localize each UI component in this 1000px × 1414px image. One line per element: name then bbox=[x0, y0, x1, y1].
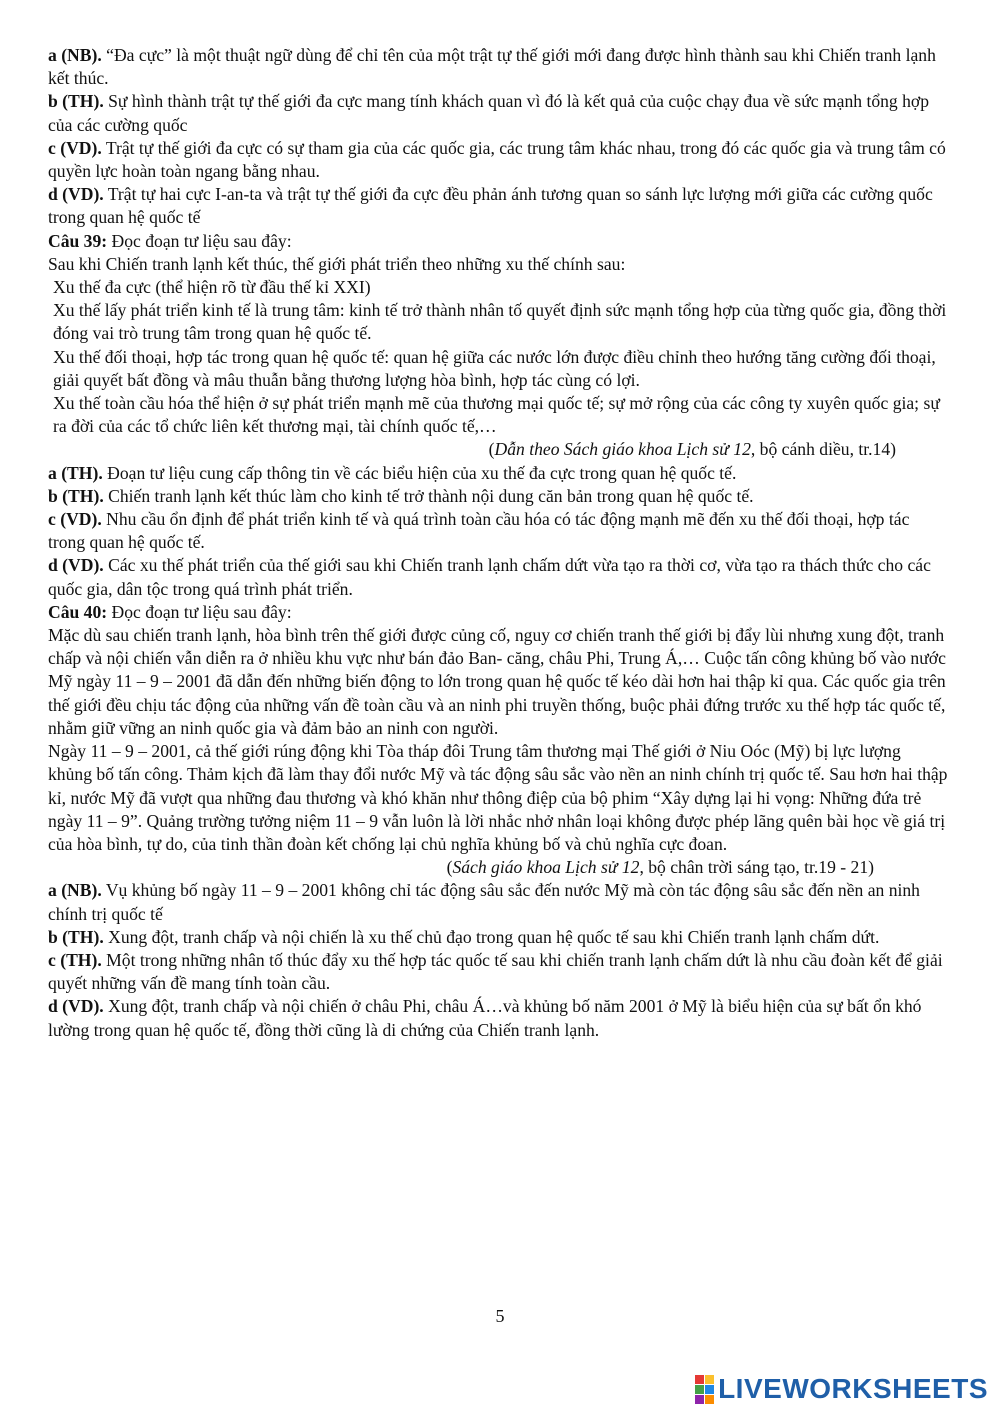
q39-option-a bbox=[48, 462, 948, 485]
q39-trend: Xu thế toàn cầu hóa thể hiện ở sự phát triển mạnh mẽ của thương mại quốc tế; sự mở rộng của các công ty xuyên quốc gia; sự ra đời của các tổ chức liên kết thương mại, tài chính quốc tế,… bbox=[53, 393, 940, 437]
logo-square bbox=[705, 1385, 714, 1394]
option-text: “Đa cực” là một thuật ngữ dùng để chỉ tên của một trật tự thế giới mới đang được hình thành sau khi Chiến tranh lạnh kết thúc. bbox=[48, 45, 936, 89]
option-text: Vụ khủng bố ngày 11 – 9 – 2001 không chỉ tác động sâu sắc đến nước Mỹ mà còn tác động sâu sắc đến nền an ninh chính trị quốc tế bbox=[48, 880, 920, 924]
document-body bbox=[48, 44, 948, 1042]
q39-intro: Sau khi Chiến tranh lạnh kết thúc, thế giới phát triển theo những xu thế chính sau: bbox=[48, 253, 626, 274]
q39-option-d bbox=[48, 554, 948, 600]
option-text: Trật tự hai cực I-an-ta và trật tự thế giới đa cực đều phản ánh tương quan so sánh lực lượng mới giữa các cường quốc trong quan hệ quốc tế bbox=[48, 184, 933, 228]
logo-square bbox=[705, 1395, 714, 1404]
page-number: 5 bbox=[495, 1306, 505, 1326]
option-text: Nhu cầu ổn định để phát triển kinh tế và quá trình toàn cầu hóa có tác động mạnh mẽ đến xu thế đối thoại, hợp tác trong quan hệ quốc tế. bbox=[48, 509, 910, 553]
option-label: c (VD). bbox=[48, 509, 102, 530]
logo-square bbox=[695, 1385, 704, 1394]
option-label: c (VD). bbox=[48, 137, 102, 158]
q39-option-b bbox=[48, 485, 948, 508]
logo-square bbox=[695, 1395, 704, 1404]
logo-square bbox=[695, 1375, 704, 1384]
q39-trend: Xu thế lấy phát triển kinh tế là trung tâm: kinh tế trở thành nhân tố quyết định sức mạnh tổng hợp của từng quốc gia, đồng thời đóng vai trò trung tâm trong quan hệ quốc tế. bbox=[53, 300, 947, 344]
option-text: Đoạn tư liệu cung cấp thông tin về các biểu hiện của xu thế đa cực trong quan hệ quốc tế. bbox=[102, 462, 737, 483]
q39-heading bbox=[48, 230, 948, 253]
q40-paragraph-1: Mặc dù sau chiến tranh lạnh, hòa bình trên thế giới được củng cố, nguy cơ chiến tranh thế giới bị đẩy lùi nhưng xung đột, tranh chấp và nội chiến vẫn diễn ra ở nhiều khu vực như bán đảo Ban- căng, châu Phi, Trung Á,… Cuộc tấn công khủng bố vào nước Mỹ ngày 11 – 9 – 2001 đã dẫn đến những biến động to lớn trong quan hệ quốc tế kéo dài hơn hai thập kỉ qua. Các quốc gia trên thế giới đều chịu tác động của những vấn đề toàn cầu và an ninh phi truyền thống, buộc phải đứng trước xu thế hợp tác quốc tế, nhằm giữ vững an ninh quốc gia và đảm bảo an ninh con người. bbox=[48, 625, 946, 738]
option-text: Chiến tranh lạnh kết thúc làm cho kinh tế trở thành nội dung căn bản trong quan hệ quốc tế. bbox=[103, 485, 754, 506]
liveworksheets-logo-icon bbox=[695, 1375, 714, 1404]
option-label: a (NB). bbox=[48, 45, 102, 65]
citation-title: Sách giáo khoa Lịch sử 12 bbox=[452, 857, 640, 878]
q40-option-b bbox=[48, 926, 948, 949]
q39-trend: Xu thế đối thoại, hợp tác trong quan hệ quốc tế: quan hệ giữa các nước lớn được điều chỉnh theo hướng tăng cường đối thoại, giải quyết bất đồng và mâu thuẫn bằng thương lượng hòa bình, hợp tác cùng có lợi. bbox=[53, 346, 936, 390]
option-label: a (NB). bbox=[48, 880, 102, 901]
option-label: b (TH). bbox=[48, 485, 104, 506]
option-label: b (TH). bbox=[48, 926, 104, 947]
option-label: d (VD). bbox=[48, 555, 104, 576]
brand-name: LIVEWORKSHEETS bbox=[718, 1373, 988, 1404]
q40-option-c bbox=[48, 949, 948, 995]
q39-trend: Xu thế đa cực (thể hiện rõ từ đầu thế kỉ XXI) bbox=[53, 277, 371, 298]
q39-citation: (Dẫn theo Sách giáo khoa Lịch sử 12, bộ cánh diều, tr.14) bbox=[488, 439, 896, 460]
option-text: Các xu thế phát triển của thế giới sau khi Chiến tranh lạnh chấm dứt vừa tạo ra thời cơ, vừa tạo ra thách thức cho các quốc gia, dân tộc trong quá trình phát triển. bbox=[48, 555, 931, 599]
q40-citation: (Sách giáo khoa Lịch sử 12, bộ chân trời sáng tạo, tr.19 - 21) bbox=[446, 857, 874, 878]
citation-title: Dẫn theo Sách giáo khoa Lịch sử 12 bbox=[494, 439, 751, 460]
option-text: Xung đột, tranh chấp và nội chiến ở châu Phi, châu Á…và khủng bố năm 2001 ở Mỹ là biểu hiện của sự bất ổn khó lường trong quan hệ quốc tế, đồng thời cũng là di chứng của Chiến tranh lạnh. bbox=[48, 996, 922, 1040]
option-text: Một trong những nhân tố thúc đẩy xu thế hợp tác quốc tế sau khi chiến tranh lạnh chấm dứt là nhu cầu đoàn kết để giải quyết những vấn đề mang tính toàn cầu. bbox=[48, 949, 943, 994]
logo-square bbox=[705, 1375, 714, 1384]
q38-option-c bbox=[48, 137, 948, 183]
q40-heading bbox=[48, 601, 948, 624]
option-label: d (VD). bbox=[48, 996, 104, 1017]
option-label: a (TH). bbox=[48, 462, 103, 483]
q38-option-b bbox=[48, 90, 948, 136]
q39-option-c bbox=[48, 508, 948, 554]
question-prompt: Đọc đoạn tư liệu sau đây: bbox=[107, 230, 292, 251]
option-label: c (TH). bbox=[48, 949, 102, 970]
q40-option-d bbox=[48, 995, 948, 1041]
question-number: Câu 40: bbox=[48, 601, 108, 622]
question-number: Câu 39: bbox=[48, 230, 108, 251]
option-text: Sự hình thành trật tự thế giới đa cực mang tính khách quan vì đó là kết quả của cuộc chạy đua về sức mạnh tổng hợp của các cường quốc bbox=[48, 91, 930, 135]
q40-option-a bbox=[48, 879, 948, 925]
q40-paragraph-2: Ngày 11 – 9 – 2001, cả thế giới rúng động khi Tòa tháp đôi Trung tâm thương mại Thế giới ở Niu Oóc (Mỹ) bị lực lượng khủng bố tấn công. Thảm kịch đã làm thay đổi nước Mỹ và tác động sâu sắc vào nền an ninh chính trị quốc tế. Sau hơn hai thập kỉ, nước Mỹ đã vượt qua những đau thương và khó khăn như thông điệp của bộ phim “Xây dựng lại hi vọng: Những đứa trẻ ngày 11 – 9”. Quảng trường tưởng niệm 11 – 9 vẫn luôn là lời nhắc nhở nhân loại không được phép lãng quên bài học về giá trị của hòa bình, tự do, của tinh thần đoàn kết chống lại chủ nghĩa khủng bố và chủ nghĩa cực đoan. bbox=[48, 741, 948, 854]
question-prompt: Đọc đoạn tư liệu sau đây: bbox=[107, 601, 292, 622]
option-label: b (TH). bbox=[48, 91, 104, 112]
option-text: Xung đột, tranh chấp và nội chiến là xu thế chủ đạo trong quan hệ quốc tế sau khi Chiến tranh lạnh chấm dứt. bbox=[103, 926, 880, 947]
option-text: Trật tự thế giới đa cực có sự tham gia của các quốc gia, các trung tâm khác nhau, trong đó các quốc gia và trung tâm có quyền lực hoàn toàn ngang bằng nhau. bbox=[48, 137, 946, 182]
option-label: d (VD). bbox=[48, 184, 104, 205]
q38-option-a bbox=[48, 44, 948, 90]
q38-option-d bbox=[48, 183, 948, 229]
liveworksheets-brand bbox=[695, 1372, 988, 1406]
